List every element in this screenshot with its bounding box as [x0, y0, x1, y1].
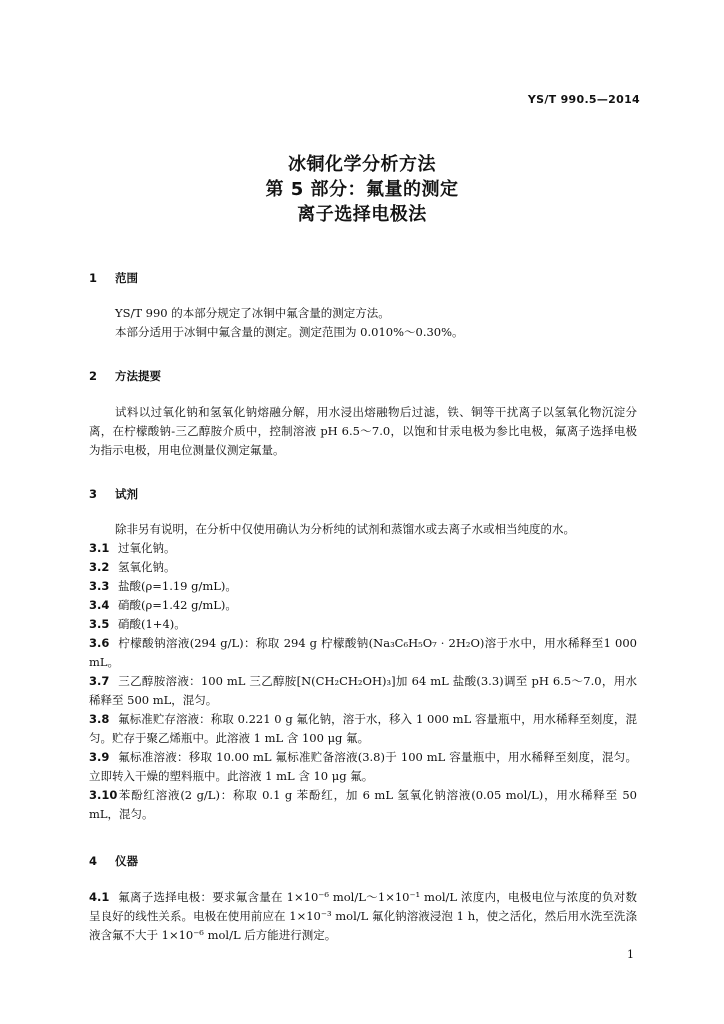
item-number: 3.10 — [89, 788, 118, 802]
item-text: 氟标准溶液：移取 10.00 mL 氟标准贮备溶液(3.8)于 100 mL 容量瓶中，用水稀释至刻度，混匀。立即转入干燥的塑料瓶中。此溶液 1 mL 含 10 μg 氟。 — [89, 750, 637, 783]
section-4-heading — [89, 853, 138, 869]
list-item — [89, 786, 637, 824]
list-item — [89, 634, 637, 672]
document-title — [0, 152, 724, 227]
list-item — [89, 596, 637, 615]
item-text: 氟标准贮存溶液：称取 0.221 0 g 氟化钠，溶于水，移入 1 000 mL 容量瓶中，用水稀释至刻度，混匀。贮存于聚乙烯瓶中。此溶液 1 mL 含 100 μg 氟。 — [89, 712, 637, 745]
section-title: 方法提要 — [115, 369, 161, 383]
item-number: 3.9 — [89, 750, 110, 764]
section-3-heading — [89, 486, 138, 502]
section-title: 仪器 — [115, 854, 138, 868]
item-text: 氢氧化钠。 — [118, 560, 176, 574]
list-item — [89, 539, 637, 558]
title-line-3: 离子选择电极法 — [297, 204, 427, 225]
item-number: 3.2 — [89, 560, 110, 574]
section-number: 3 — [89, 487, 98, 501]
item-text: 氟离子选择电极：要求氟含量在 1×10⁻⁶ mol/L～1×10⁻¹ mol/L 浓度内，电极电位与浓度的负对数呈良好的线性关系。电极在使用前应在 1×10⁻³ mol/L 氟化钠溶液浸泡 1 h，使之活化，然后用水洗至洗涤液含氟不大于 1×10⁻⁶ mol/L 后方能进行测定。 — [89, 890, 637, 942]
section-number: 1 — [89, 271, 98, 285]
item-number: 3.3 — [89, 579, 110, 593]
section-number: 2 — [89, 369, 98, 383]
item-number: 3.1 — [89, 541, 110, 555]
item-number: 3.5 — [89, 617, 110, 631]
item-number: 3.8 — [89, 712, 110, 726]
section-3-body — [89, 520, 637, 824]
section-2-body: 试料以过氧化钠和氢氧化钠熔融分解，用水浸出熔融物后过滤，铁、铜等干扰离子以氢氧化物沉淀分离，在柠檬酸钠-三乙醇胺介质中，控制溶液 pH 6.5～7.0，以饱和甘汞电极为参比电极，氟离子选择电极为指示电极，用电位测量仪测定氟量。 — [89, 405, 637, 457]
item-number: 3.4 — [89, 598, 110, 612]
item-text: 过氧化钠。 — [118, 541, 176, 555]
item-text: 盐酸(ρ=1.19 g/mL)。 — [118, 579, 237, 593]
section-1-body — [89, 304, 637, 342]
section-1-heading — [89, 270, 138, 286]
item-text: 硝酸(1+4)。 — [118, 617, 186, 631]
page-number: 1 — [627, 948, 634, 961]
paragraph: 本部分适用于冰铜中氟含量的测定。测定范围为 0.010%～0.30%。 — [115, 325, 464, 339]
list-item — [89, 888, 637, 945]
list-item — [89, 748, 637, 786]
section-2-heading — [89, 368, 161, 384]
title-line-2: 第 5 部分：氟量的测定 — [265, 179, 459, 200]
section-title: 试剂 — [115, 487, 138, 501]
section-number: 4 — [89, 854, 98, 868]
section-title: 范围 — [115, 271, 138, 285]
list-item — [89, 558, 637, 577]
item-text: 柠檬酸钠溶液(294 g/L)：称取 294 g 柠檬酸钠(Na₃C₆H₅O₇ · 2H₂O)溶于水中，用水稀释至1 000 mL。 — [89, 636, 637, 669]
title-line-1: 冰铜化学分析方法 — [288, 154, 436, 175]
item-text: 三乙醇胺溶液：100 mL 三乙醇胺[N(CH₂CH₂OH)₃]加 64 mL 盐酸(3.3)调至 pH 6.5～7.0，用水稀释至 500 mL，混匀。 — [89, 674, 637, 707]
paragraph: YS/T 990 的本部分规定了冰铜中氟含量的测定方法。 — [115, 306, 390, 320]
list-item — [89, 672, 637, 710]
item-text: 苯酚红溶液(2 g/L)：称取 0.1 g 苯酚红，加 6 mL 氢氧化钠溶液(0.05 mol/L)，用水稀释至 50 mL，混匀。 — [89, 788, 637, 821]
list-item — [89, 615, 637, 634]
section-3-intro: 除非另有说明，在分析中仅使用确认为分析纯的试剂和蒸馏水或去离子水或相当纯度的水。 — [115, 522, 575, 536]
item-text: 硝酸(ρ=1.42 g/mL)。 — [118, 598, 237, 612]
item-number: 3.7 — [89, 674, 110, 688]
standard-code: YS/T 990.5—2014 — [527, 93, 640, 106]
item-number: 4.1 — [89, 890, 110, 904]
item-number: 3.6 — [89, 636, 110, 650]
section-4-body — [89, 888, 637, 945]
list-item — [89, 710, 637, 748]
list-item — [89, 577, 637, 596]
